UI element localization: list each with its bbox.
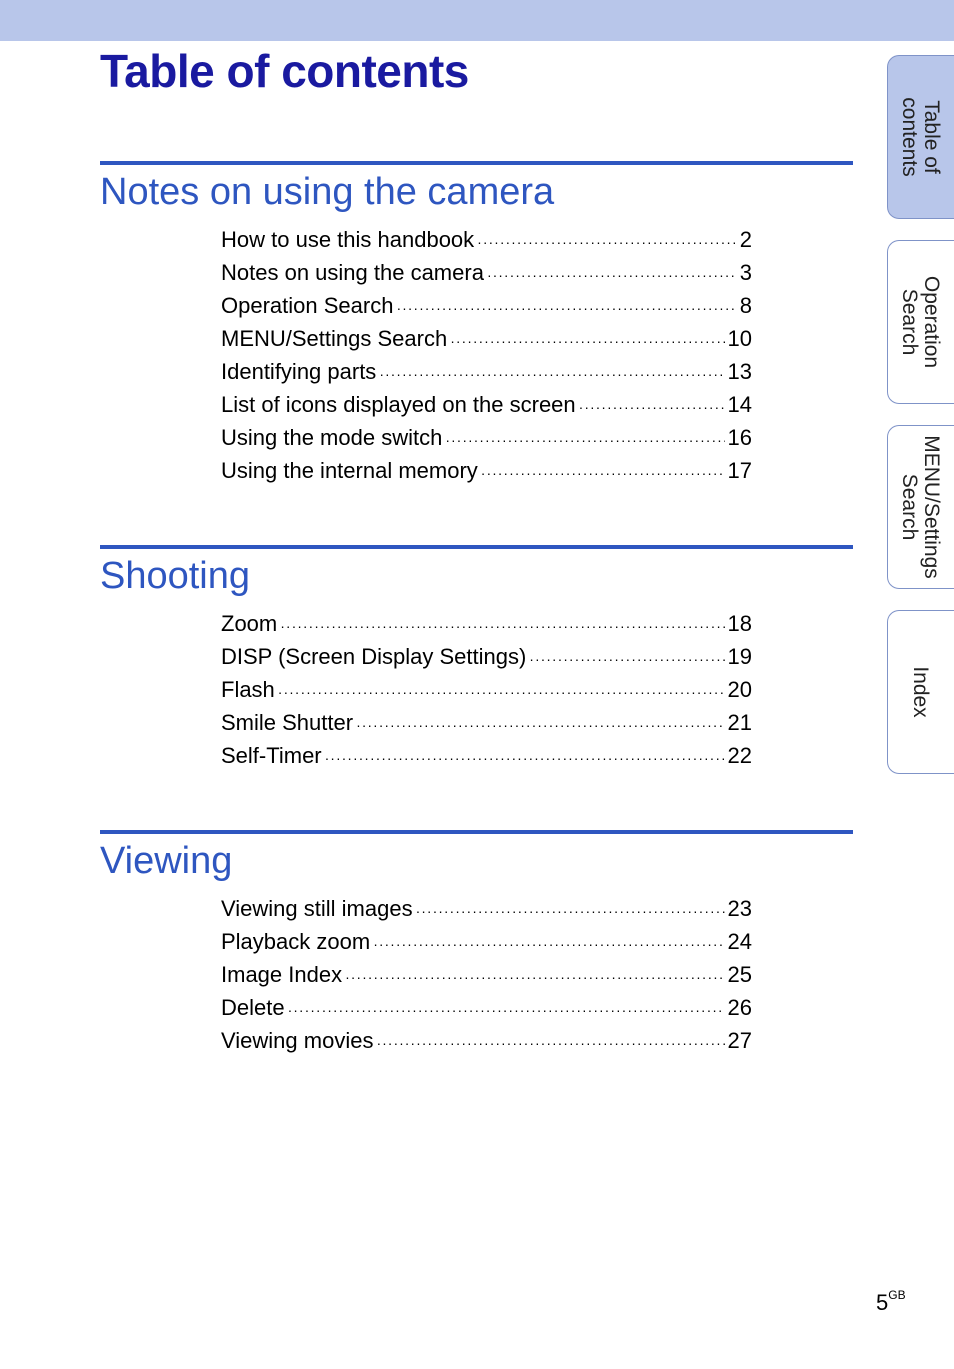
toc-entry-page: 13 <box>727 359 752 384</box>
toc-entry[interactable] <box>221 454 752 487</box>
dot-leader <box>345 961 724 994</box>
section-rule <box>100 161 853 165</box>
toc-entry[interactable] <box>221 673 752 706</box>
toc-entry-label: Viewing movies <box>221 1028 374 1053</box>
toc-list-viewing <box>221 892 752 1057</box>
toc-entry-label: Operation Search <box>221 293 394 318</box>
toc-entry-label: Self-Timer <box>221 743 322 768</box>
toc-entry-page: 27 <box>727 1028 752 1053</box>
section-notes <box>100 161 853 214</box>
dot-leader <box>450 325 724 358</box>
section-viewing <box>100 830 853 883</box>
section-title: Viewing <box>100 840 233 882</box>
toc-entry[interactable] <box>221 421 752 454</box>
toc-entry-page: 10 <box>727 326 752 351</box>
dot-leader <box>288 994 725 1027</box>
dot-leader <box>373 928 724 961</box>
toc-entry-label: Notes on using the camera <box>221 260 484 285</box>
dot-leader <box>379 358 724 391</box>
tab-table-of-contents[interactable] <box>887 55 954 219</box>
dot-leader <box>376 1027 724 1060</box>
tab-label: Index <box>908 666 932 718</box>
dot-leader <box>579 391 725 424</box>
tab-label: Operation Search <box>897 275 943 369</box>
toc-list-shooting <box>221 607 752 772</box>
tab-label: MENU/Settings Search <box>897 435 943 579</box>
section-rule <box>100 545 853 549</box>
tab-label: Table of contents <box>897 97 943 177</box>
toc-entry[interactable] <box>221 1024 752 1057</box>
toc-list-notes <box>221 223 752 487</box>
toc-entry-label: Using the mode switch <box>221 425 443 450</box>
tab-operation-search[interactable] <box>887 240 954 404</box>
toc-entry-page: 25 <box>727 962 752 987</box>
page-number-value: 5 <box>876 1290 889 1315</box>
toc-entry-page: 20 <box>727 677 752 702</box>
dot-leader <box>280 610 724 643</box>
toc-entry-label: Playback zoom <box>221 929 371 954</box>
toc-entry[interactable] <box>221 289 752 322</box>
toc-entry-page: 14 <box>727 392 752 417</box>
toc-entry-label: Image Index <box>221 962 343 987</box>
dot-leader <box>481 457 725 490</box>
toc-entry-label: Delete <box>221 995 285 1020</box>
page-number-suffix: GB <box>888 1288 906 1302</box>
toc-entry[interactable] <box>221 991 752 1024</box>
toc-entry-label: Zoom <box>221 611 278 636</box>
toc-entry-page: 22 <box>727 743 752 768</box>
toc-entry-page: 26 <box>727 995 752 1020</box>
toc-entry[interactable] <box>221 607 752 640</box>
toc-entry[interactable] <box>221 223 752 256</box>
toc-entry-label: DISP (Screen Display Settings) <box>221 644 527 669</box>
toc-entry-page: 18 <box>727 611 752 636</box>
dot-leader <box>416 895 725 928</box>
tab-index[interactable] <box>887 610 954 774</box>
toc-entry-label: Viewing still images <box>221 896 413 921</box>
dot-leader <box>477 226 737 259</box>
toc-entry-label: Using the internal memory <box>221 458 478 483</box>
section-shooting <box>100 545 853 598</box>
dot-leader <box>325 742 725 775</box>
toc-entry-page: 3 <box>739 260 752 285</box>
header-band <box>0 0 954 41</box>
toc-entry-page: 2 <box>739 227 752 252</box>
toc-entry-page: 8 <box>739 293 752 318</box>
page-number <box>876 1290 906 1316</box>
toc-entry[interactable] <box>221 706 752 739</box>
toc-entry[interactable] <box>221 640 752 673</box>
toc-entry[interactable] <box>221 322 752 355</box>
section-title: Shooting <box>100 555 251 597</box>
toc-entry-page: 24 <box>727 929 752 954</box>
tab-menu-settings-search[interactable] <box>887 425 954 589</box>
dot-leader <box>445 424 724 457</box>
toc-entry-label: How to use this handbook <box>221 227 475 252</box>
toc-entry[interactable] <box>221 958 752 991</box>
toc-entry-label: Identifying parts <box>221 359 377 384</box>
toc-entry[interactable] <box>221 355 752 388</box>
toc-entry-label: List of icons displayed on the screen <box>221 392 576 417</box>
toc-entry[interactable] <box>221 388 752 421</box>
dot-leader <box>487 259 737 292</box>
page-title: Table of contents <box>100 45 469 97</box>
toc-entry[interactable] <box>221 739 752 772</box>
toc-entry[interactable] <box>221 925 752 958</box>
toc-entry[interactable] <box>221 892 752 925</box>
toc-entry[interactable] <box>221 256 752 289</box>
toc-entry-label: MENU/Settings Search <box>221 326 448 351</box>
toc-entry-page: 21 <box>727 710 752 735</box>
toc-entry-page: 16 <box>727 425 752 450</box>
toc-entry-page: 23 <box>727 896 752 921</box>
toc-entry-label: Smile Shutter <box>221 710 354 735</box>
section-rule <box>100 830 853 834</box>
toc-entry-page: 17 <box>727 458 752 483</box>
dot-leader <box>396 292 736 325</box>
toc-entry-page: 19 <box>727 644 752 669</box>
dot-leader <box>278 676 725 709</box>
toc-entry-label: Flash <box>221 677 275 702</box>
dot-leader <box>529 643 724 676</box>
section-title: Notes on using the camera <box>100 171 555 213</box>
dot-leader <box>356 709 724 742</box>
